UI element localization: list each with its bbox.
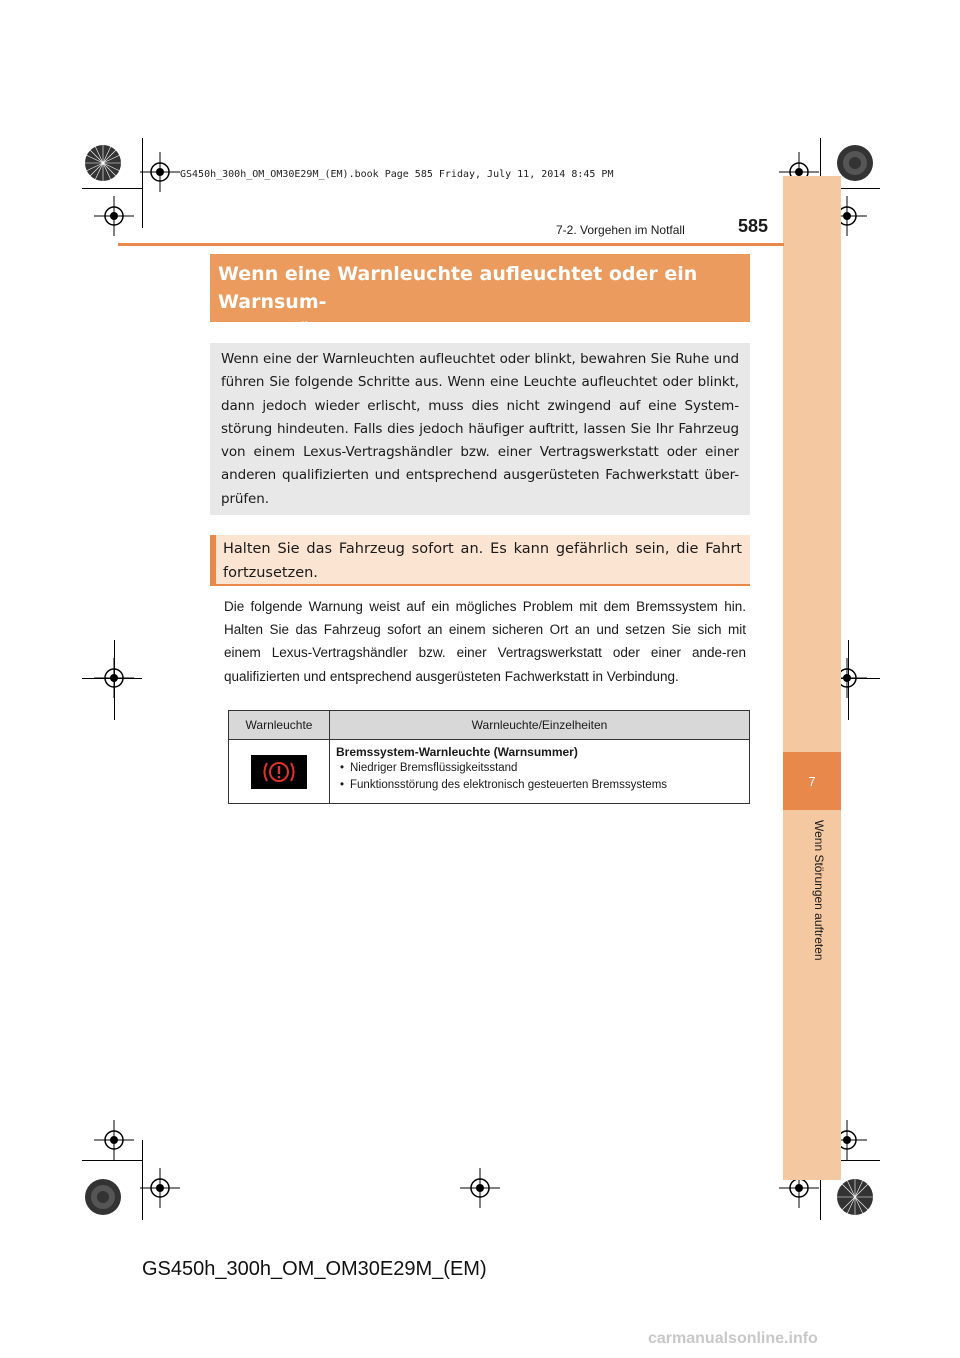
table-row (229, 740, 750, 804)
crosshair-icon (140, 1168, 180, 1208)
header-rule (118, 243, 784, 246)
print-info: GS450h_300h_OM_OM30E29M_(EM).book Page 585 Friday, July 11, 2014 8:45 PM (180, 169, 614, 180)
section-title-box (210, 254, 750, 341)
chapter-label: Wenn Störungen auftreten (812, 820, 826, 961)
warning-subheading-box (210, 535, 750, 586)
crosshair-icon (94, 1120, 134, 1160)
intro-text: Wenn eine der Warnleuchten aufleuchtet oder blinkt, bewahren Sie Ruhe und führen Sie folgende Schritte aus. Wenn eine Leuchte aufleuchtet oder blinkt, dann jedoch wieder erlischt, muss dies nicht zwingend auf eine System-störung hindeuten. Falls dies jedoch häufiger auftritt, lassen Sie Ihr Fahrzeug von einem Lexus-Vertragshändler bzw. einer Vertragswerkstatt oder einer anderen qualifizierten und entsprechend ausgerüsteten Fachwerkstatt über-prüfen. (221, 351, 739, 507)
column-header: Warnleuchte/Einzelheiten (330, 711, 750, 740)
detail-cell (330, 740, 750, 804)
registration-mark-icon (835, 1177, 875, 1217)
intro-box (210, 343, 750, 515)
crosshair-icon (94, 196, 134, 236)
list-item: • Funktionsstörung des elektronisch gesteuerten Bremssystems (336, 777, 743, 794)
registration-mark-icon (83, 1177, 123, 1217)
crosshair-icon (94, 658, 134, 698)
chapter-number: 7 (783, 752, 841, 810)
crosshair-icon (140, 152, 180, 192)
lamp-cell (229, 740, 330, 804)
brake-warning-icon (251, 755, 307, 789)
crosshair-icon (460, 1168, 500, 1208)
chapter-side-tab (783, 176, 841, 1180)
watermark: carmanualsonline.info (648, 1330, 818, 1347)
crop-mark (82, 1160, 142, 1161)
column-header: Warnleuchte (229, 711, 330, 740)
list-item: • Niedriger Bremsflüssigkeitsstand (336, 760, 743, 777)
page-number: 585 (738, 216, 769, 236)
warning-subheading: Halten Sie das Fahrzeug sofort an. Es kann gefährlich sein, die Fahrt fortzusetzen. (223, 541, 742, 581)
detail-title: Bremssystem-Warnleuchte (Warnsummer) (336, 745, 578, 759)
document-code-footer: GS450h_300h_OM_OM30E29M_(EM) (142, 1258, 487, 1280)
registration-mark-icon (83, 143, 123, 183)
body-paragraph: Die folgende Warnung weist auf ein mögliches Problem mit dem Bremssystem hin. Halten Sie das Fahrzeug sofort an einem sicheren Ort an und setzen Sie sich mit einem Lexus-Vertragshändler bzw. einer Vertragswerkstatt oder einer ande-ren qualifizierten und entsprechend ausgerüsteten Fachwerkstatt in Verbindung. (224, 599, 746, 684)
page-title (218, 260, 742, 344)
warning-light-table (228, 710, 750, 804)
title-line: mer ertönt (218, 319, 334, 341)
section-reference: 7-2. Vorgehen im Notfall (556, 223, 685, 237)
title-line: Wenn eine Warnleuchte aufleuchtet oder ein Warnsum- (218, 263, 698, 313)
table-header-row (229, 711, 750, 740)
registration-mark-icon (835, 143, 875, 183)
body-text (224, 595, 746, 688)
detail-list (336, 760, 743, 794)
crop-mark (82, 188, 142, 189)
